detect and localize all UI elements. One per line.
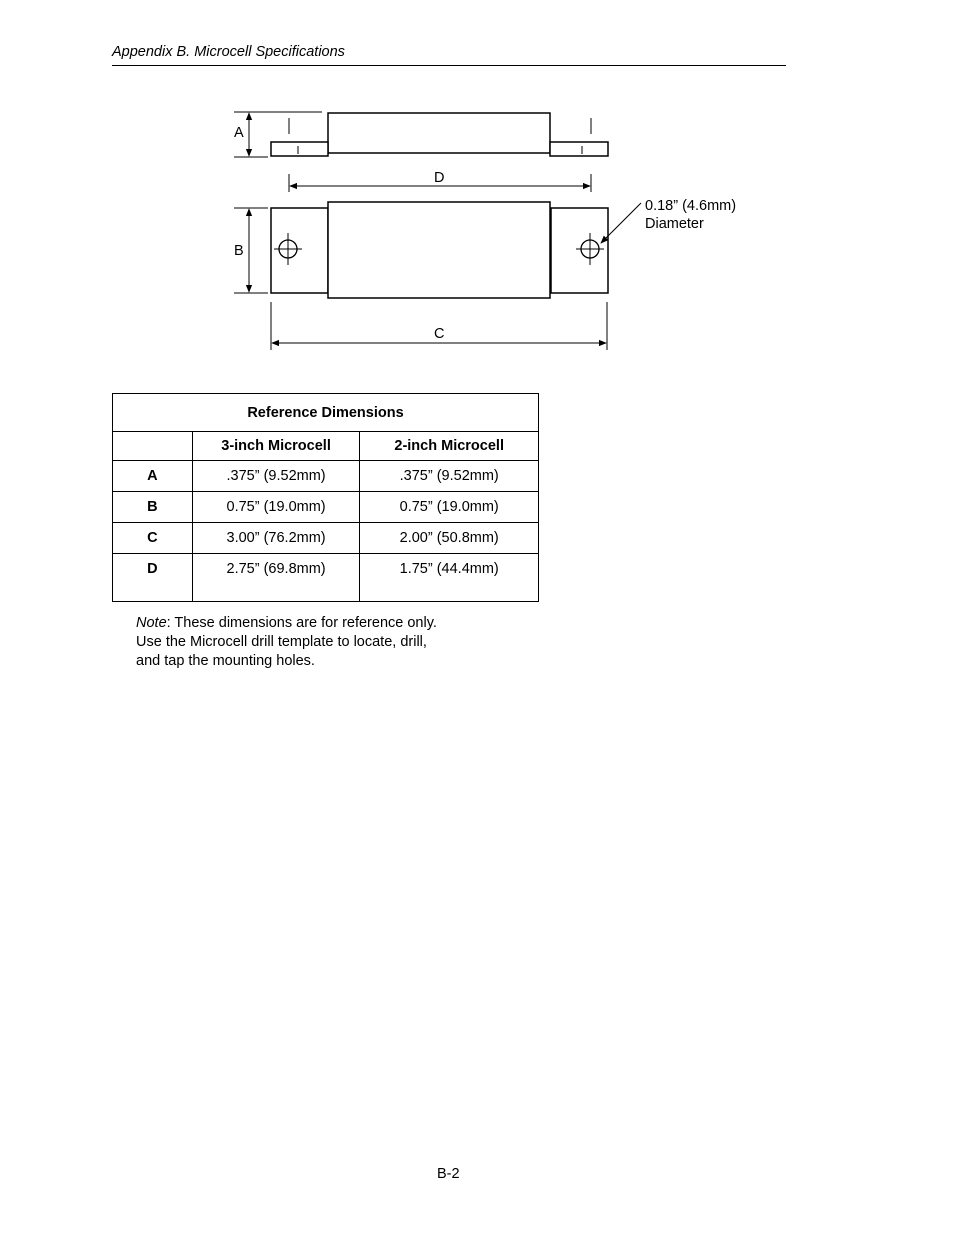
label-d: D: [434, 170, 445, 186]
table-row: [113, 523, 539, 554]
note-line-1: [136, 614, 476, 633]
cell-3-inch: .375” (9.52mm): [192, 461, 360, 492]
side-view-right-flange: [550, 142, 608, 156]
cell-2-inch: 2.00” (50.8mm): [360, 523, 539, 554]
table-header-row: [113, 432, 539, 461]
label-a: A: [234, 125, 244, 141]
cell-2-inch: 1.75” (44.4mm): [360, 554, 539, 602]
cell-3-inch: 0.75” (19.0mm): [192, 492, 360, 523]
cell-3-inch: 2.75” (69.8mm): [192, 554, 360, 602]
row-label: D: [113, 554, 193, 602]
cell-2-inch: .375” (9.52mm): [360, 461, 539, 492]
column-header-blank: [113, 432, 193, 461]
row-label: C: [113, 523, 193, 554]
cell-2-inch: 0.75” (19.0mm): [360, 492, 539, 523]
table-title: Reference Dimensions: [113, 394, 539, 432]
reference-dimensions-table: [112, 393, 539, 602]
column-header-2-inch: 2-inch Microcell: [360, 432, 539, 461]
table-row: [113, 461, 539, 492]
note-lead: Note: [136, 615, 167, 631]
header-title: Appendix B. Microcell Specifications: [112, 44, 345, 60]
reference-note: [136, 614, 476, 671]
hole-callout-size: 0.18” (4.6mm): [645, 198, 737, 214]
table-row: [113, 492, 539, 523]
top-view-body: [328, 202, 550, 298]
column-header-3-inch: 3-inch Microcell: [192, 432, 360, 461]
microcell-dimension-diagram: [0, 0, 954, 380]
note-text: : These dimensions are for reference only.: [166, 615, 437, 631]
side-view: [271, 113, 608, 156]
cell-3-inch: 3.00” (76.2mm): [192, 523, 360, 554]
label-c: C: [434, 326, 445, 342]
row-label: B: [113, 492, 193, 523]
hole-callout-diameter: Diameter: [645, 216, 704, 232]
top-view: [271, 202, 608, 298]
side-view-body: [328, 113, 550, 153]
table-row: [113, 554, 539, 602]
label-b: B: [234, 243, 244, 259]
row-label: A: [113, 461, 193, 492]
page-number: B-2: [437, 1166, 460, 1182]
note-line-2: Use the Microcell drill template to locate, drill,: [136, 634, 427, 650]
note-line-3: and tap the mounting holes.: [136, 653, 315, 669]
table-title-row: [113, 394, 539, 432]
side-view-left-flange: [271, 142, 328, 156]
